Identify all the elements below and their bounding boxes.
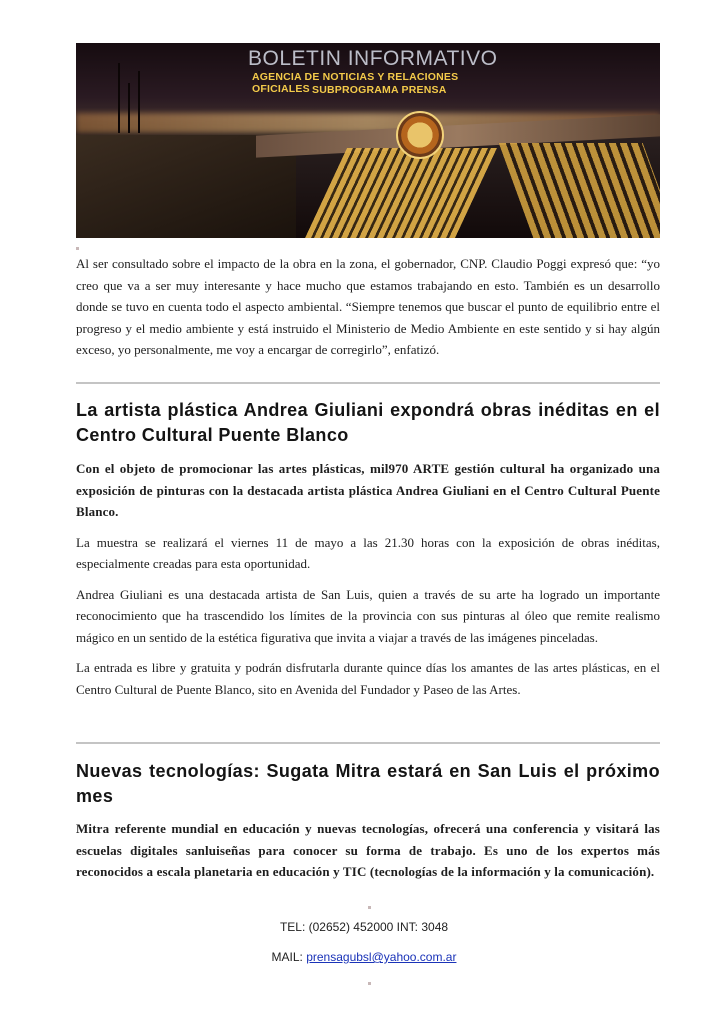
mitra-article — [76, 818, 660, 883]
marker-dot — [368, 906, 371, 909]
marker-dot — [368, 982, 371, 985]
footer-mail — [0, 950, 728, 964]
section-divider — [76, 742, 660, 744]
building-glass-facade-right — [499, 143, 660, 238]
mitra-headline: Nuevas tecnologías: Sugata Mitra estará en San Luis el próximo mes — [76, 761, 660, 806]
giuliani-paragraph-2: Andrea Giuliani es una destacada artista de San Luis, quien a través de su arte ha logrado un importante reconocimiento que ha trascendido los límites de la provincia con sus pinturas al óleo que remite realismo mágico en un sentido de la estética figurativa que invita a viajar a través de las imágenes pinceladas. — [76, 586, 660, 645]
giuliani-paragraph-1: La muestra se realizará el viernes 11 de mayo a las 21.30 horas con la exposición de obras inéditas, especialmente creadas para esta oportunidad. — [76, 534, 660, 571]
footer-phone: TEL: (02652) 452000 INT: 3048 — [279, 920, 449, 934]
banner-program: SUBPROGRAMA PRENSA — [312, 84, 447, 96]
building-glass-facade — [305, 148, 497, 238]
banner-title: BOLETIN INFORMATIVO — [248, 47, 498, 70]
intro-article — [76, 253, 660, 361]
banner-agency: AGENCIA DE NOTICIAS Y RELACIONES OFICIALES — [252, 71, 459, 95]
province-emblem-icon — [396, 111, 444, 159]
giuliani-lead: Con el objeto de promocionar las artes plásticas, mil970 ARTE gestión cultural ha organizado una exposición de pinturas con la destacada artista plástica Andrea Giuliani en el Centro Cultural Puente Blanco. — [76, 461, 660, 519]
header-banner — [76, 43, 660, 238]
giuliani-paragraph-3: La entrada es libre y gratuita y podrán disfrutarla durante quince días los amantes de las artes plásticas, en el Centro Cultural de Puente Blanco, sito en Avenida del Fundador y Paseo de las Artes. — [76, 660, 660, 697]
marker-dot — [76, 247, 79, 250]
giuliani-headline: La artista plástica Andrea Giuliani expondrá obras inéditas en el Centro Cultural Puente Blanco — [76, 400, 660, 445]
footer-mail-link[interactable]: prensagubsl@yahoo.com.ar — [306, 950, 457, 964]
intro-paragraph: Al ser consultado sobre el impacto de la obra en la zona, el gobernador, CNP. Claudio Poggi expresó que: “yo creo que va a ser muy interesante y hace mucho que estamos trabajando en esto. También es un desarrollo donde se tuvo en cuenta todo el aspecto ambiental. “Siempre tenemos que buscar el punto de equilibrio entre el progreso y el medio ambiente y está instruido el Ministerio de Medio Ambiente en este sentido y si hay algún exceso, yo personalmente, me voy a encargar de corregirlo”, enfatizó. — [76, 256, 660, 357]
mitra-lead: Mitra referente mundial en educación y nuevas tecnologías, ofrecerá una conferencia y visitará las escuelas digitales sanluiseñas para conocer su forma de trabajo. Es uno de los expertos más reconocidos a escala planetaria en educación y TIC (tecnologías de la información y la comunicación). — [76, 821, 660, 879]
light-poles — [116, 53, 146, 133]
giuliani-article — [76, 458, 660, 700]
footer-mail-label: MAIL: — [271, 950, 307, 964]
section-divider — [76, 382, 660, 384]
